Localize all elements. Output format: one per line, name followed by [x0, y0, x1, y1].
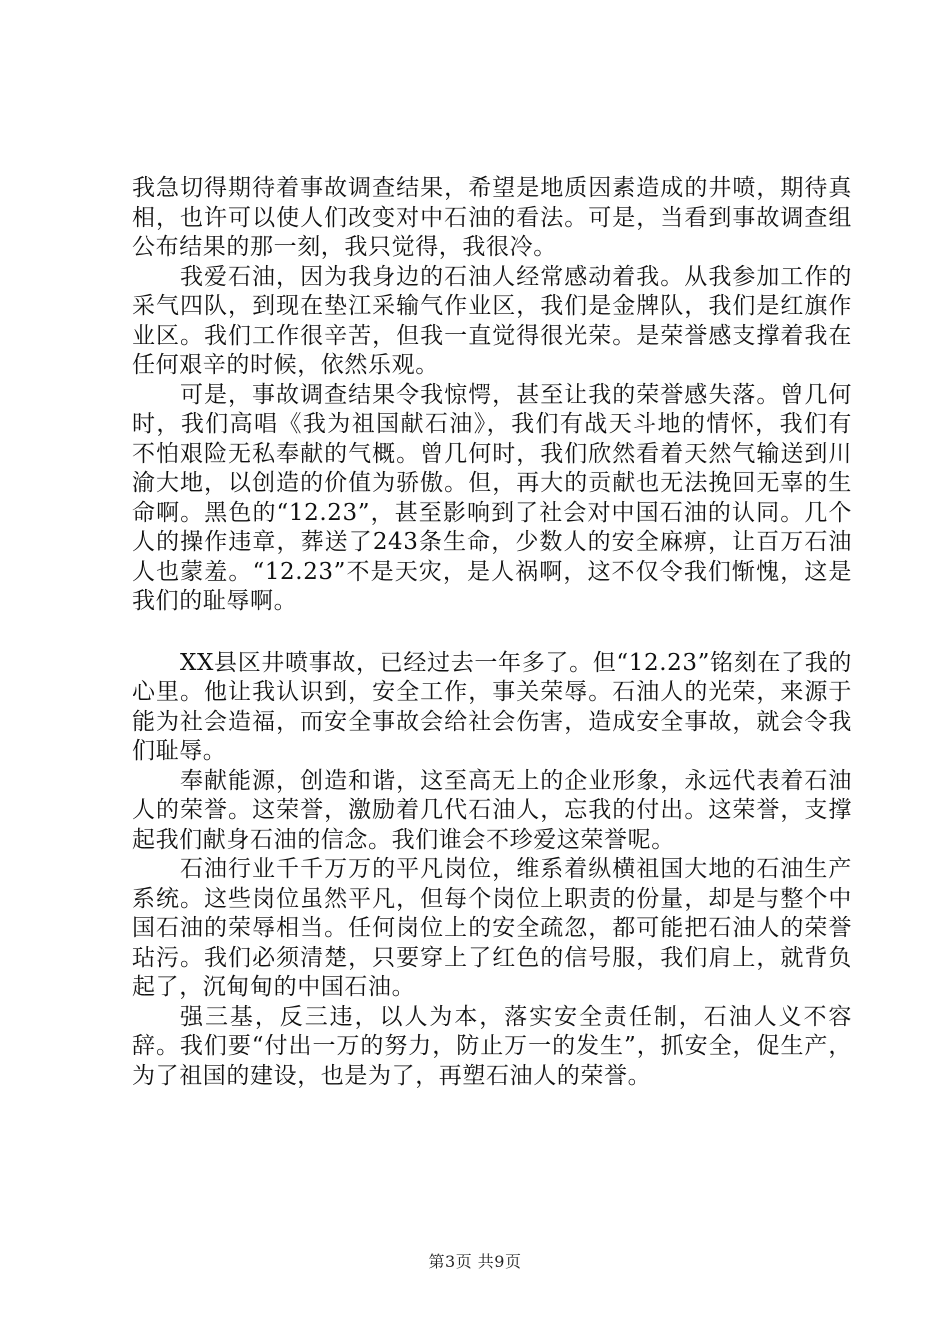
- document-body: [132, 174, 852, 1091]
- paragraph-7: 强三基，反三违，以人为本，落实安全责任制，石油人义不容辞。我们要“付出一万的努力，防止万一的发生”，抓安全，促生产，为了祖国的建设，也是为了，再塑石油人的荣誉。: [132, 1003, 852, 1089]
- paragraph-6: 石油行业千千万万的平凡岗位，维系着纵横祖国大地的石油生产系统。这些岗位虽然平凡，但每个岗位上职责的份量，却是与整个中国石油的荣辱相当。任何岗位上的安全疏忽，都可能把石油人的荣誉玷污。我们必须清楚，只要穿上了红色的信号服，我们肩上，就背负起了，沉甸甸的中国石油。: [132, 856, 852, 1000]
- paragraph-2: 我爱石油，因为我身边的石油人经常感动着我。从我参加工作的采气四队，到现在垫江采输气作业区，我们是金牌队，我们是红旗作业区。我们工作很辛苦，但我一直觉得很光荣。是荣誉感支撑着我在任何艰辛的时候，依然乐观。: [132, 263, 852, 378]
- paragraph-4: XX县区井喷事故，已经过去一年多了。但“12.23”铭刻在了我的心里。他让我认识到，安全工作，事关荣辱。石油人的光荣，来源于能为社会造福，而安全事故会给社会伤害，造成安全事故，就会令我们耻辱。: [132, 649, 852, 764]
- paragraph-3: 可是，事故调查结果令我惊愕，甚至让我的荣誉感失落。曾几何时，我们高唱《我为祖国献石油》，我们有战天斗地的情怀，我们有不怕艰险无私奉献的气概。曾几何时，我们欣然看着天然气输送到川渝大地，以创造的价值为骄傲。但，再大的贡献也无法挽回无辜的生命啊。黑色的“12.23”，甚至影响到了社会对中国石油的认同。几个人的操作违章，葬送了243条生命，少数人的安全麻痹，让百万石油人也蒙羞。“12.23”不是天灾，是人祸啊，这不仅令我们惭愧，这是我们的耻辱啊。: [132, 381, 852, 614]
- page-footer: 第3页 共9页: [428, 1252, 522, 1271]
- paragraph-5: 奉献能源，创造和谐，这至高无上的企业形象，永远代表着石油人的荣誉。这荣誉，激励着几代石油人，忘我的付出。这荣誉，支撑起我们献身石油的信念。我们谁会不珍爱这荣誉呢。: [132, 767, 852, 853]
- paragraph-1: 我急切得期待着事故调查结果，希望是地质因素造成的井喷，期待真相，也许可以使人们改变对中石油的看法。可是，当看到事故调查组公布结果的那一刻，我只觉得，我很冷。: [132, 175, 852, 260]
